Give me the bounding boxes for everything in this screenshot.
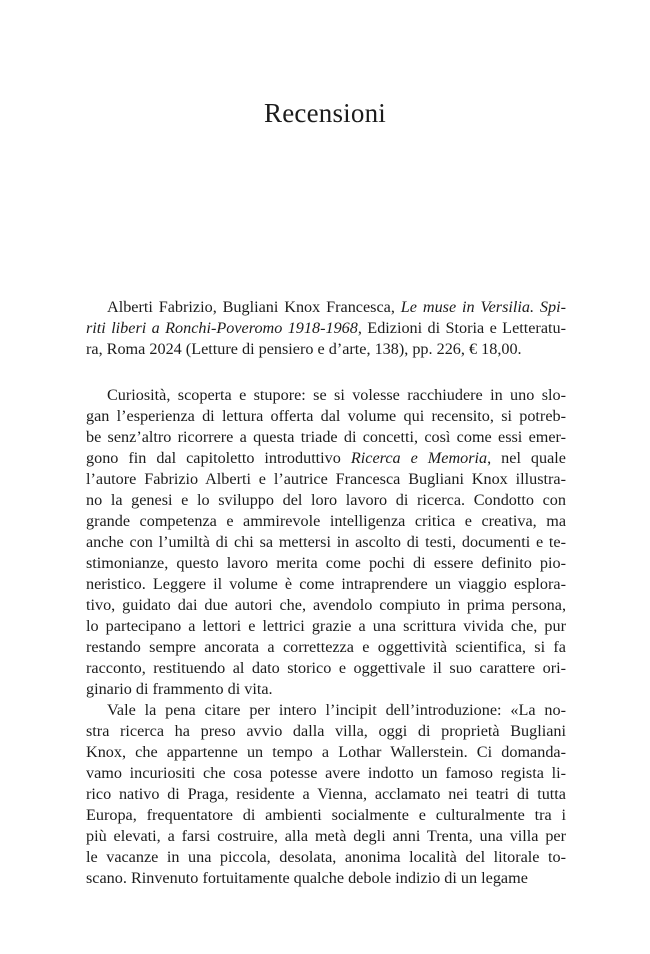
text-segment: l’autore Fabrizio Alberti e l’autrice Francesca Bugliani Knox illustra-: [86, 470, 566, 488]
text-line: [86, 427, 566, 448]
review-paragraph: [86, 700, 566, 889]
text-segment: grande competenza e ammirevole intelligenza critica e creativa, ma: [86, 512, 566, 530]
text-segment: scano. Rinvenuto fortuitamente qualche debole indizio di un legame: [86, 869, 528, 887]
bibliographic-citation: [86, 297, 566, 360]
citation-text: , Edizioni di Storia e Letteratu-: [357, 319, 566, 337]
book-title-text: riti liberi a Ronchi-Poveromo 1918-1968: [86, 319, 358, 337]
text-line: [86, 658, 566, 679]
text-line: [86, 826, 566, 847]
text-segment: stimonianze, questo lavoro merita come pochi di essere definito pio-: [86, 554, 566, 572]
page-title: Recensioni: [264, 98, 386, 128]
text-segment: be senz’altro ricorrere a questa triade di concetti, così come essi emer-: [86, 428, 566, 446]
text-segment: restando sempre ancorata a correttezza e oggettività scientifica, si fa: [86, 638, 566, 656]
text-line: [86, 406, 566, 427]
text-line: [86, 847, 566, 868]
text-segment: no la genesi e lo sviluppo del loro lavoro di ricerca. Condotto con: [86, 491, 566, 509]
text-segment: Europa, frequentatore di ambienti socialmente e culturalmente tra i: [86, 806, 566, 824]
text-line: [86, 574, 566, 595]
citation-line: [86, 297, 566, 318]
text-segment: ginario di frammento di vita.: [86, 680, 273, 698]
text-segment: gono fin dal capitoletto introduttivo: [86, 449, 351, 467]
text-segment: racconto, restituendo al dato storico e oggettivale il suo carattere ori-: [86, 659, 566, 677]
review-body: [86, 385, 566, 889]
text-segment: più elevati, a farsi costruire, alla metà degli anni Trenta, una villa per: [86, 827, 566, 845]
text-line: [86, 868, 566, 889]
citation-text: Alberti Fabrizio, Bugliani Knox Francesca,: [107, 298, 401, 316]
text-segment: lo partecipano a lettori e lettrici grazie a una scrittura vivida che, pur: [86, 617, 566, 635]
text-line: [86, 553, 566, 574]
review-paragraph: [86, 385, 566, 700]
citation-line: [86, 318, 566, 339]
text-line: [86, 742, 566, 763]
text-line: [86, 805, 566, 826]
text-segment: gan l’esperienza di lettura offerta dal volume qui recensito, si potreb-: [86, 407, 566, 425]
text-line: [86, 490, 566, 511]
italic-text: Ricerca e Memoria: [350, 449, 488, 467]
citation-text: ra, Roma 2024 (Letture di pensiero e d’arte, 138), pp. 226, € 18,00.: [86, 340, 522, 358]
text-segment: rico nativo di Praga, residente a Vienna, acclamato nei teatri di tutta: [86, 785, 566, 803]
text-segment: anche con l’umiltà di chi sa mettersi in ascolto di testi, documenti e te-: [86, 533, 566, 551]
text-line: [86, 532, 566, 553]
text-segment: vamo incuriositi che cosa potesse avere indotto un famoso regista li-: [86, 764, 566, 782]
text-line: [86, 595, 566, 616]
text-line: [86, 784, 566, 805]
text-line: [86, 700, 566, 721]
text-segment: Vale la pena citare per intero l’incipit dell’introduzione: «La no-: [107, 701, 566, 719]
text-line: [86, 616, 566, 637]
text-segment: Knox, che appartenne un tempo a Lothar Wallerstein. Ci domanda-: [86, 743, 566, 761]
citation-line: [86, 339, 566, 360]
text-line: [86, 637, 566, 658]
text-segment: Curiosità, scoperta e stupore: se si volesse racchiudere in uno slo-: [107, 386, 566, 404]
text-segment: stra ricerca ha preso avvio dalla villa, oggi di proprietà Bugliani: [86, 722, 566, 740]
text-line: [86, 469, 566, 490]
text-segment: tivo, guidato dai due autori che, avendolo compiuto in prima persona,: [86, 596, 566, 614]
text-line: [86, 511, 566, 532]
text-line: [86, 385, 566, 406]
text-line: [86, 763, 566, 784]
text-line: [86, 679, 566, 700]
text-segment: neristico. Leggere il volume è come intraprendere un viaggio esplora-: [86, 575, 566, 593]
text-line: [86, 721, 566, 742]
text-segment: , nel quale: [487, 449, 566, 467]
book-title-text: Le muse in Versilia. Spi-: [400, 298, 566, 316]
text-segment: le vacanze in una piccola, desolata, anonima località del litorale to-: [86, 848, 566, 866]
text-line: [86, 448, 566, 469]
